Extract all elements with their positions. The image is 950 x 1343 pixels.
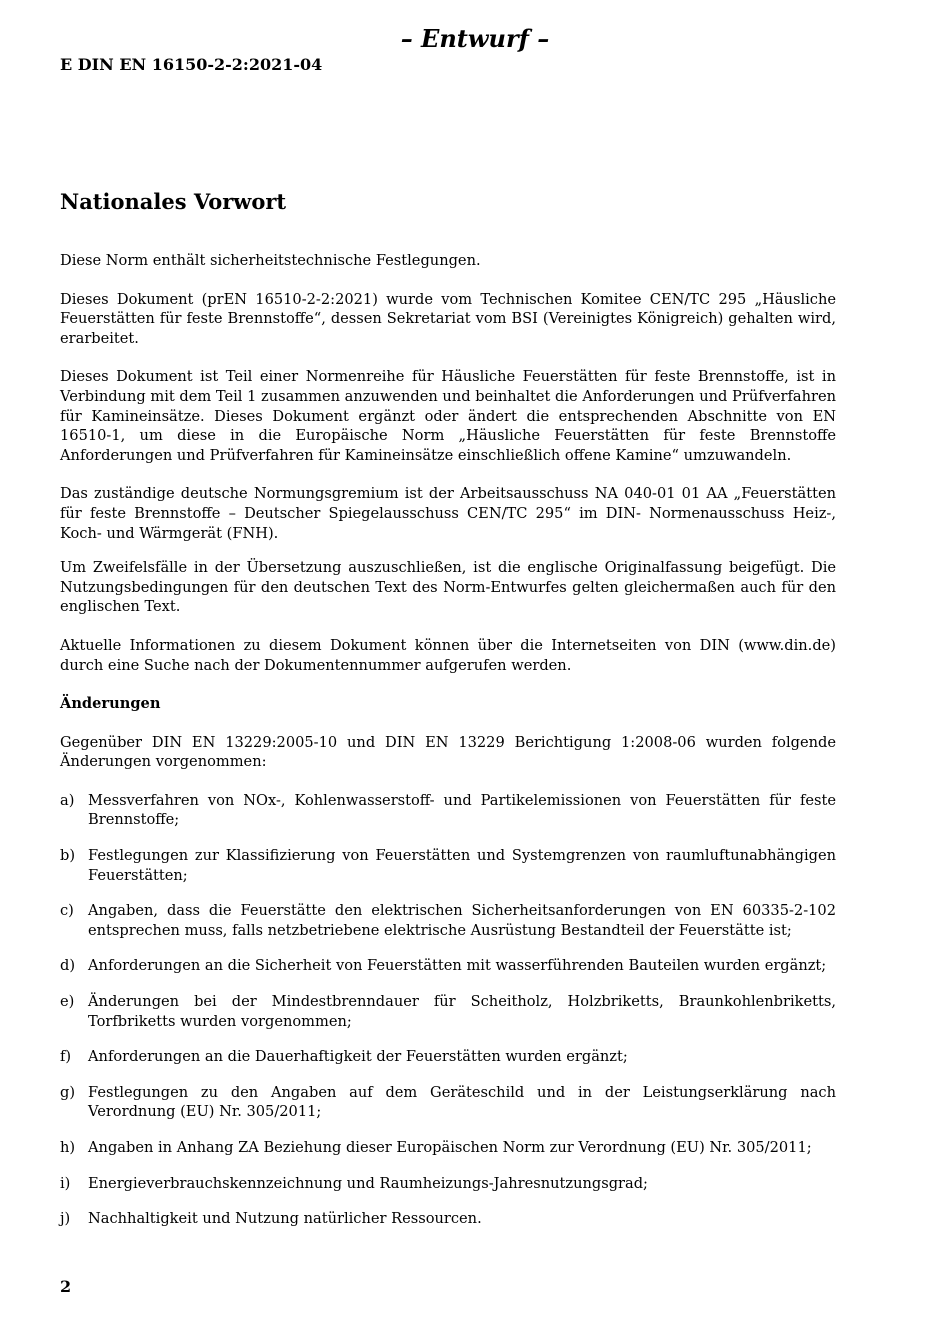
- list-item-text: Angaben, dass die Feuerstätte den elektrischen Sicherheitsanforderungen von EN 60335-2-102 entsprechen muss, falls netzbetriebene elektrische Ausrüstung Bestandteil der Feuerstätte ist;: [88, 902, 836, 939]
- list-marker: d): [60, 957, 76, 975]
- draft-watermark-label: – Entwurf –: [400, 24, 550, 53]
- list-item-text: Festlegungen zur Klassifizierung von Feuerstätten und Systemgrenzen von raumluftunabhängigen Feuerstätten;: [88, 847, 836, 884]
- foreword-paragraph: Dieses Dokument (prEN 16510-2-2:2021) wurde vom Technischen Komitee CEN/TC 295 „Häusliche Feuerstätten für feste Brennstoffe“, dessen Sekretariat vom BSI (Vereinigtes Königreich) gehalten wird, erarbeitet.: [60, 290, 836, 347]
- list-marker: b): [60, 847, 76, 865]
- list-marker: g): [60, 1083, 76, 1101]
- section-title: Nationales Vorwort: [60, 189, 287, 214]
- list-marker: j): [60, 1210, 71, 1228]
- list-item: [60, 992, 836, 1031]
- page-number: 2: [60, 1277, 72, 1296]
- foreword-paragraph: Diese Norm enthält sicherheitstechnische Festlegungen.: [60, 252, 481, 269]
- list-item-text: Festlegungen zu den Angaben auf dem Geräteschild und in der Leistungserklärung nach Verordnung (EU) Nr. 305/2011;: [88, 1083, 836, 1121]
- changes-heading: Änderungen: [60, 695, 161, 713]
- list-item: [60, 791, 836, 830]
- list-marker: h): [60, 1139, 76, 1156]
- foreword-paragraph: Um Zweifelsfälle in der Übersetzung auszuschließen, ist die englische Originalfassung beigefügt. Die Nutzungsbedingungen für den deutschen Text des Norm-Entwurfes gelten gleichermaßen auch für den englischen Text.: [60, 559, 836, 616]
- list-marker: c): [60, 902, 74, 920]
- list-marker: a): [60, 791, 75, 809]
- foreword-paragraph: Das zuständige deutsche Normungsgremium ist der Arbeitsausschuss NA 040-01 01 AA „Feuerstätten für feste Brennstoffe – Deutscher Spiegelausschuss CEN/TC 295“ im DIN- Normenausschuss Heiz-, Koch- und Wärmgerät (FNH).: [60, 485, 836, 542]
- list-item-text: Anforderungen an die Dauerhaftigkeit der Feuerstätten wurden ergänzt;: [88, 1048, 628, 1066]
- list-item-text: Angaben in Anhang ZA Beziehung dieser Europäischen Norm zur Verordnung (EU) Nr. 305/2011;: [88, 1139, 812, 1156]
- list-item: [60, 1209, 836, 1229]
- list-item: [60, 1174, 836, 1194]
- list-item-text: Anforderungen an die Sicherheit von Feuerstätten mit wasserführenden Bauteilen wurden ergänzt;: [88, 957, 827, 975]
- changes-list: [60, 791, 836, 1229]
- list-item: [60, 1047, 836, 1067]
- list-marker: f): [60, 1048, 72, 1066]
- list-marker: e): [60, 993, 75, 1011]
- page-content: [60, 187, 836, 1245]
- foreword-paragraph: Dieses Dokument ist Teil einer Normenreihe für Häusliche Feuerstätten für feste Brennstoffe, ist in Verbindung mit dem Teil 1 zusammen anzuwenden und beinhaltet die Anforderungen und Prüfverfahren für Kamineinsätze. Dieses Dokument ergänzt oder ändert die entsprechenden Abschnitte von EN 16510-1, um diese in die Europäische Norm „Häusliche Feuerstätten für feste Brennstoffe Anforderungen und Prüfverfahren für Kamineinsätze einschließlich offene Kamine“ umzuwandeln.: [60, 368, 836, 464]
- list-item-text: Nachhaltigkeit und Nutzung natürlicher Ressourcen.: [88, 1210, 482, 1228]
- list-marker: i): [60, 1174, 71, 1192]
- changes-intro: Gegenüber DIN EN 13229:2005-10 und DIN EN 13229 Berichtigung 1:2008-06 wurden folgende Änderungen vorgenommen:: [60, 733, 836, 771]
- list-item-text: Messverfahren von NOx-, Kohlenwasserstoff- und Partikelemissionen von Feuerstätten für feste Brennstoffe;: [88, 791, 836, 829]
- foreword-paragraph: Aktuelle Informationen zu diesem Dokument können über die Internetseiten von DIN (www.din.de) durch eine Suche nach der Dokumentennummer aufgerufen werden.: [60, 636, 836, 674]
- list-item: [60, 846, 836, 885]
- list-item: [60, 901, 836, 940]
- list-item-text: Energieverbrauchskennzeichnung und Raumheizungs-Jahresnutzungsgrad;: [88, 1174, 648, 1192]
- list-item: [60, 1083, 836, 1122]
- list-item: [60, 956, 836, 976]
- list-item: [60, 1138, 836, 1158]
- list-item-text: Änderungen bei der Mindestbrenndauer für Scheitholz, Holzbriketts, Braunkohlenbriketts, Torfbriketts wurden vorgenommen;: [88, 993, 836, 1030]
- document-id: E DIN EN 16150-2-2:2021-04: [60, 55, 323, 74]
